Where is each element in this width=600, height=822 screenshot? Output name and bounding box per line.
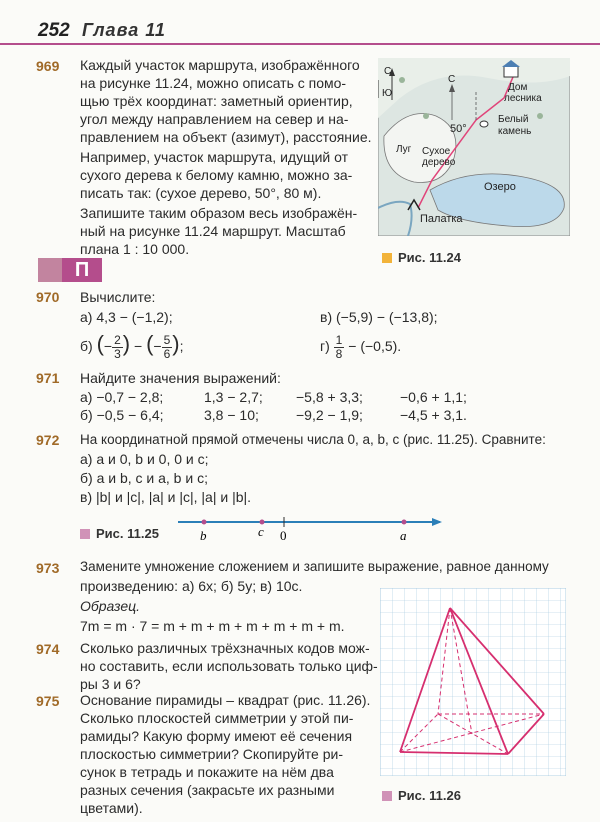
text-line: правлением на объект (азимут), расстояние. xyxy=(80,129,372,145)
denominator: 3 xyxy=(114,347,121,361)
text-line: угол между направлением на север и на- xyxy=(80,111,349,127)
exercise-972-number: 972 xyxy=(36,432,60,448)
numerator: 5 xyxy=(163,333,171,347)
stone-icon xyxy=(480,121,488,127)
label: г) xyxy=(320,338,330,355)
fraction xyxy=(334,334,345,361)
fraction xyxy=(162,334,173,361)
text-line: Сколько плоскостей симметрии у этой пи- xyxy=(80,710,354,726)
exercise-972-v: в) |b| и |c|, |a| и |c|, |a| и |b|. xyxy=(80,489,252,505)
label-c: c xyxy=(258,524,264,539)
row-a-4: −0,6 + 1,1; xyxy=(400,389,467,405)
exercise-972-title: На координатной прямой отмечены числа 0, a, b, c (рис. 11.25). Сравните: xyxy=(80,432,546,447)
point-b xyxy=(202,520,207,525)
row-b-4: −4,5 + 3,1. xyxy=(400,407,467,423)
header-rule xyxy=(0,43,600,45)
tree-icon xyxy=(537,113,543,119)
stone-label-2: камень xyxy=(498,126,532,137)
tree-label-2: дерево xyxy=(422,157,456,168)
section-badge: П xyxy=(62,258,102,282)
house-icon xyxy=(504,66,518,77)
text-line: Например, участок маршрута, идущий от xyxy=(80,149,349,165)
numerator: 1 xyxy=(335,333,343,347)
text-line: сухого дерева к белому камню, можно за- xyxy=(80,167,353,183)
exercise-973-sample-expression: 7m = m · 7 = m + m + m + m + m + m + m. xyxy=(80,618,345,634)
row-a-1: а) −0,7 − 2,8; xyxy=(80,389,164,405)
text-line: ры 3 и 6? xyxy=(80,676,141,692)
label-zero: 0 xyxy=(280,528,287,543)
exercise-974-number: 974 xyxy=(36,641,60,657)
angle-label: 50° xyxy=(450,123,467,135)
text-line: щью трёх координат: заметный ориентир, xyxy=(80,93,353,109)
exercise-970-b: б) (− $\frac{2}{3}$ ) − (− $\frac{5}{6}$ ); xyxy=(80,331,184,361)
point-a xyxy=(402,520,407,525)
compass-north: С xyxy=(384,66,392,77)
fraction xyxy=(112,334,123,361)
number-line-figure xyxy=(178,510,450,546)
house-label: Дом xyxy=(508,82,528,93)
exercise-973-sample: Образец. xyxy=(80,598,141,614)
exercise-972-a: а) a и 0, b и 0, 0 и c; xyxy=(80,451,209,467)
caption-text: Рис. 11.25 xyxy=(96,526,159,541)
exercise-975-number: 975 xyxy=(36,693,60,709)
label: б) xyxy=(80,338,93,355)
text-line: рамиды? Какую форму имеют её сечения xyxy=(80,728,353,744)
grid-lines xyxy=(380,588,566,776)
north-ref-label: С xyxy=(448,74,456,85)
text-line: плана 1 : 10 000. xyxy=(80,241,190,257)
chapter-title: Глава 11 xyxy=(82,20,166,40)
row-a-3: −5,8 + 3,3; xyxy=(296,389,363,405)
exercise-973-number: 973 xyxy=(36,560,60,576)
row-b-1: б) −0,5 − 6,4; xyxy=(80,407,164,423)
stone-label: Белый xyxy=(498,114,529,125)
meadow-label: Луг xyxy=(396,144,412,155)
exercise-969-text xyxy=(80,56,370,258)
text-line: писать так: (сухое дерево, 50°, 80 м). xyxy=(80,185,322,201)
tree-icon xyxy=(399,77,405,83)
row-b-3: −9,2 − 1,9; xyxy=(296,407,363,423)
exercise-970-a: а) 4,3 − (−1,2); xyxy=(80,309,173,325)
expression: − (−0,5). xyxy=(344,338,402,355)
tent-label: Палатка xyxy=(420,213,463,225)
axis-arrow-icon xyxy=(432,518,442,526)
figure-11-25-caption xyxy=(80,526,159,541)
tree-icon xyxy=(423,113,429,119)
text-line: на рисунке 11.24, можно описать с помо- xyxy=(80,75,347,91)
exercise-970-title: Вычислите: xyxy=(80,289,156,305)
figure-11-26-caption xyxy=(382,788,461,803)
figure-11-24-caption xyxy=(382,250,461,265)
lake-label: Озеро xyxy=(484,181,516,193)
page-number: 252 xyxy=(38,20,70,41)
caption-text: Рис. 11.24 xyxy=(398,250,461,265)
text-line: Сколько различных трёхзначных кодов мож- xyxy=(80,640,370,656)
exercise-971-number: 971 xyxy=(36,370,60,386)
exercise-973-line2: произведению: а) 6x; б) 5y; в) 10c. xyxy=(80,578,303,594)
label-a: a xyxy=(400,528,407,543)
text-line: но составить, если использовать только циф- xyxy=(80,658,378,674)
exercise-975-text xyxy=(80,691,370,817)
exercise-969-number: 969 xyxy=(36,58,60,74)
text-line: Основание пирамиды – квадрат (рис. 11.26). xyxy=(80,692,371,708)
caption-square-icon xyxy=(382,253,392,263)
text-line: Каждый участок маршрута, изображённого xyxy=(80,57,360,73)
numerator: 2 xyxy=(114,333,121,347)
tree-label: Сухое xyxy=(422,146,451,157)
exercise-974-text xyxy=(80,639,378,693)
caption-square-icon xyxy=(382,791,392,801)
caption-square-icon xyxy=(80,529,90,539)
compass-south: Ю xyxy=(382,88,393,99)
exercise-970-number: 970 xyxy=(36,289,60,305)
house-label-2: лесника xyxy=(504,93,542,104)
denominator: 8 xyxy=(335,347,343,361)
caption-text: Рис. 11.26 xyxy=(398,788,461,803)
exercise-973-line1: Замените умножение сложением и запишите выражение, равное данному xyxy=(80,559,549,574)
text-line: разных сечения (закрасьте их разными xyxy=(80,782,335,798)
exercise-971-title: Найдите значения выражений: xyxy=(80,370,281,386)
exercise-970-g xyxy=(320,334,401,364)
text-line: ный на рисунке 11.24 маршрут. Масштаб xyxy=(80,223,346,239)
row-a-2: 1,3 − 2,7; xyxy=(204,389,263,405)
text-line: сунок в тетрадь и покажите на нём два xyxy=(80,764,334,780)
text-line: плоскостью симметрии? Скопируйте ри- xyxy=(80,746,343,762)
exercise-972-b: б) a и b, c и a, b и c; xyxy=(80,470,208,486)
label-b: b xyxy=(200,528,207,543)
pyramid-figure xyxy=(380,588,566,776)
text-line: цветами). xyxy=(80,800,143,816)
exercise-970-v: в) (−5,9) − (−13,8); xyxy=(320,309,438,325)
row-b-2: 3,8 − 10; xyxy=(204,407,259,423)
route-map-figure xyxy=(378,58,570,236)
text-line: Запишите таким образом весь изображён- xyxy=(80,205,358,221)
denominator: 6 xyxy=(163,347,171,361)
